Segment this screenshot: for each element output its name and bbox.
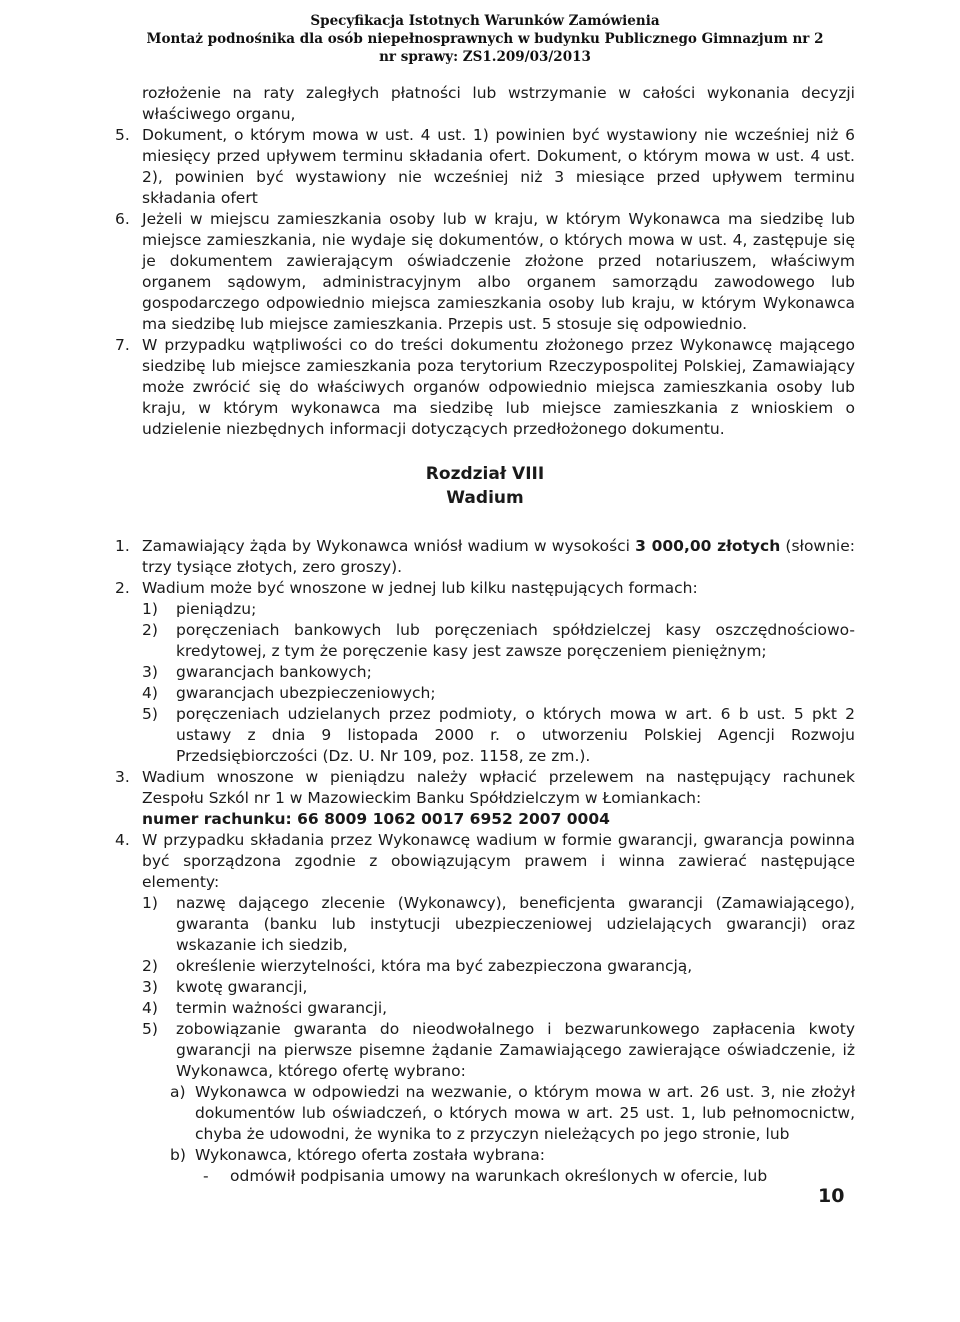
- case-letter: a): [170, 1083, 186, 1101]
- form-item: [115, 683, 855, 704]
- sub-number: 2): [142, 957, 158, 975]
- sub-text: gwarancjach bankowych;: [176, 663, 372, 681]
- sub-text: pieniądzu;: [176, 600, 257, 618]
- item-text: (słownie: trzy tysiące złotych, zero groszy).: [142, 537, 855, 576]
- form-item: [115, 620, 855, 662]
- case-text: Wykonawca, którego oferta została wybrana:: [195, 1146, 545, 1164]
- form-item: [115, 599, 855, 620]
- item-text: W przypadku składania przez Wykonawcę wadium w formie gwarancji, gwarancja powinna być sporządzona zgodnie z obowiązującym prawem i winna zawierać następujące elementy:: [142, 831, 855, 891]
- dash-marker: -: [203, 1167, 209, 1185]
- item-number: 2.: [115, 579, 130, 597]
- header-subject: Montaż podnośnika dla osób niepełnosprawnych w budynku Publicznego Gimnazjum nr 2: [146, 31, 824, 47]
- list-item: [115, 209, 855, 335]
- page-number: 10: [818, 1185, 845, 1207]
- list-item: [115, 125, 855, 209]
- sub-text: nazwę dającego zlecenie (Wykonawcy), beneficjenta gwarancji (Zamawiającego), gwaranta (banku lub instytucji ubezpieczeniowej udzielających gwarancji) oraz wskazanie ich siedzib,: [176, 894, 855, 954]
- guarantee-element: [115, 977, 855, 998]
- chapter-title: Rozdział VIII: [425, 464, 545, 484]
- case-letter: b): [170, 1146, 186, 1164]
- item-text: Wadium wnoszone w pieniądzu należy wpłacić przelewem na następujący rachunek Zespołu Szkól nr 1 w Mazowieckim Banku Spółdzielczym w Łomiankach:: [142, 768, 855, 807]
- item-text: Jeżeli w miejscu zamieszkania osoby lub w kraju, w którym Wykonawca ma siedzibę lub miejsce zamieszkania, nie wydaje się dokumentów, o których mowa w ust. 4, zastępuje się je dokumentem zawierającym oświadczenie złożone przed notariuszem, właściwym organem sądowym, administracyjnym albo organem samorządu zawodowego lub gospodarczego odpowiednio miejsca zamieszkania osoby lub kraju, w którym Wykonawca ma siedzibę lub miejsce zamieszkania. Przepis ust. 5 stosuje się odpowiednio.: [142, 210, 855, 333]
- guarantee-element: [115, 893, 855, 956]
- sub-number: 5): [142, 1020, 158, 1038]
- wadium-amount: 3 000,00 złotych: [635, 537, 781, 555]
- wadium-item-1: [115, 536, 855, 578]
- item-text: W przypadku wątpliwości co do treści dokumentu złożonego przez Wykonawcę mającego siedzibę lub miejsce zamieszkania poza terytorium Rzeczypospolitej Polskiej, Zamawiający może zwrócić się do właściwych organów odpowiednio miejsca zamieszkania osoby lub kraju, w którym wykonawca ma siedzibę lub miejsce zamieszkania z wnioskiem o udzielenie niezbędnych informacji dotyczących przedłożonego dokumentu.: [142, 336, 855, 438]
- intro-paragraph: rozłożenie na raty zaległych płatności lub wstrzymanie w całości wykonania decyzji właściwego organu,: [142, 84, 855, 123]
- document-body: [115, 83, 855, 1187]
- item-number: 1.: [115, 537, 130, 555]
- chapter-subtitle: Wadium: [446, 488, 524, 508]
- sub-number: 3): [142, 978, 158, 996]
- list-item: [115, 335, 855, 440]
- wadium-item-3: [115, 767, 855, 830]
- sub-number: 1): [142, 894, 158, 912]
- sub-text: zobowiązanie gwaranta do nieodwołalnego i bezwarunkowego zapłacenia kwoty gwarancji na pierwsze pisemne żądanie Zamawiającego zawierające oświadczenie, iż Wykonawca, którego ofertę wybrano:: [176, 1020, 855, 1080]
- chapter-heading: [115, 462, 855, 510]
- sub-number: 4): [142, 684, 158, 702]
- sub-number: 4): [142, 999, 158, 1017]
- sub-number: 1): [142, 600, 158, 618]
- dash-text: odmówił podpisania umowy na warunkach określonych w ofercie, lub: [230, 1167, 768, 1185]
- sub-text: kwotę gwarancji,: [176, 978, 308, 996]
- guarantee-case: [115, 1145, 855, 1166]
- sub-number: 5): [142, 705, 158, 723]
- sub-text: określenie wierzytelności, która ma być zabezpieczona gwarancją,: [176, 957, 693, 975]
- guarantee-dash-item: [115, 1166, 855, 1187]
- bank-account-number: numer rachunku: 66 8009 1062 0017 6952 2007 0004: [142, 810, 610, 828]
- wadium-item-2: [115, 578, 855, 599]
- document-header: [140, 12, 830, 66]
- guarantee-case: [115, 1082, 855, 1145]
- item-number: 6.: [115, 210, 130, 228]
- item-number: 3.: [115, 768, 130, 786]
- sub-text: gwarancjach ubezpieczeniowych;: [176, 684, 436, 702]
- guarantee-element: [115, 1019, 855, 1082]
- sub-text: poręczeniach bankowych lub poręczeniach spółdzielczej kasy oszczędnościowo-kredytowej, z tym że poręczenie kasy jest zawsze poręczeniem pieniężnym;: [176, 621, 855, 660]
- item-number: 5.: [115, 126, 130, 144]
- sub-text: poręczeniach udzielanych przez podmioty, o których mowa w art. 6 b ust. 5 pkt 2 ustawy z dnia 9 listopada 2000 r. o utworzeniu Polskiej Agencji Rozwoju Przedsiębiorczości (Dz. U. Nr 109, poz. 1158, ze zm.).: [176, 705, 855, 765]
- item-number: 4.: [115, 831, 130, 849]
- sub-text: termin ważności gwarancji,: [176, 999, 388, 1017]
- form-item: [115, 704, 855, 767]
- sub-number: 2): [142, 621, 158, 639]
- sub-number: 3): [142, 663, 158, 681]
- case-text: Wykonawca w odpowiedzi na wezwanie, o którym mowa w art. 26 ust. 3, nie złożył dokumentów lub oświadczeń, o których mowa w art. 25 ust. 1, lub pełnomocnictw, chyba że udowodni, że wynika to z przyczyn nieleżących po jego stronie, lub: [195, 1083, 855, 1143]
- guarantee-element: [115, 956, 855, 977]
- header-case-number: nr sprawy: ZS1.209/03/2013: [379, 49, 591, 65]
- form-item: [115, 662, 855, 683]
- item-text: Wadium może być wnoszone w jednej lub kilku następujących formach:: [142, 579, 698, 597]
- wadium-item-4: [115, 830, 855, 893]
- item-text: Zamawiający żąda by Wykonawca wniósł wadium w wysokości: [142, 537, 636, 555]
- item-number: 7.: [115, 336, 130, 354]
- guarantee-element: [115, 998, 855, 1019]
- item-text: Dokument, o którym mowa w ust. 4 ust. 1) powinien być wystawiony nie wcześniej niż 6 miesięcy przed upływem terminu składania ofert. Dokument, o którym mowa w ust. 4 ust. 2), powinien być wystawiony nie wcześniej niż 3 miesiące przed upływem terminu składania ofert: [142, 126, 855, 207]
- header-title: Specyfikacja Istotnych Warunków Zamówienia: [310, 13, 660, 29]
